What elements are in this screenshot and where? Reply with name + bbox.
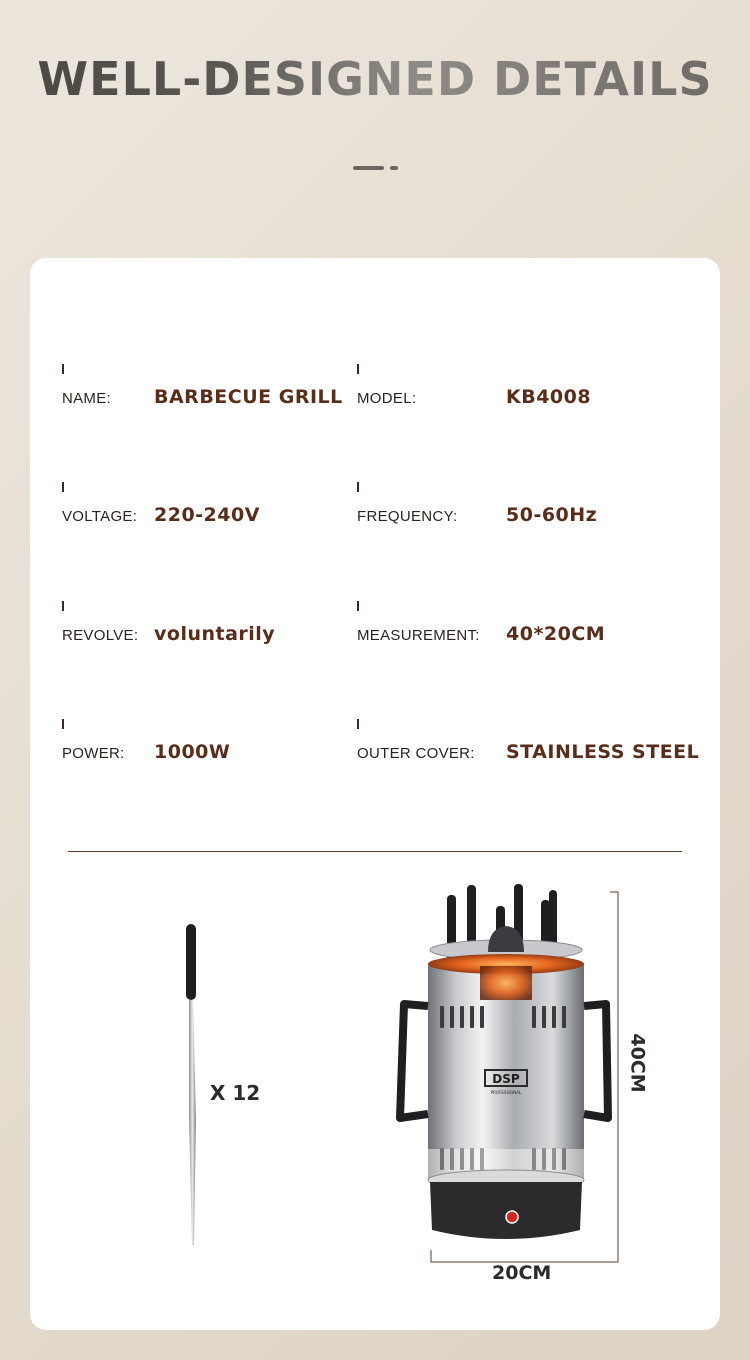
brand-logo: DSP [492,1072,520,1086]
spec-label: POWER: [62,745,125,762]
spec-label: OUTER COVER: [357,745,475,762]
page-title: WELL-DESIGNED DETAILS [0,52,750,106]
spec-value: 40*20CM [506,623,606,645]
grill-base [430,1182,582,1239]
heating-element [480,966,532,1000]
spec-label: NAME: [62,390,112,407]
spec-value: KB4008 [506,386,592,408]
spec-label: MODEL: [357,390,417,407]
spec-value: 220-240V [154,504,260,526]
height-label: 40CM [626,1033,649,1093]
right-handle [584,1004,608,1118]
spec-label: FREQUENCY: [357,508,458,525]
spec-label: REVOLVE: [62,627,139,644]
spec-value: BARBECUE GRILL [154,386,343,408]
spec-value: 1000W [154,741,231,763]
spec-label: MEASUREMENT: [357,627,480,644]
power-light-icon [506,1211,518,1223]
spec-value: voluntarily [154,623,276,645]
left-handle [400,1004,428,1118]
top-skewer-handle [549,890,557,946]
spec-label: VOLTAGE: [62,508,138,525]
brand-logo-sub: PROFESSIONAL [490,1090,522,1095]
spec-value: 50-60Hz [506,504,598,526]
width-dimension-line [431,1250,618,1262]
width-label: 20CM [492,1262,552,1284]
skewer-quantity: X 12 [210,1081,261,1105]
spec-value: STAINLESS STEEL [506,741,700,763]
